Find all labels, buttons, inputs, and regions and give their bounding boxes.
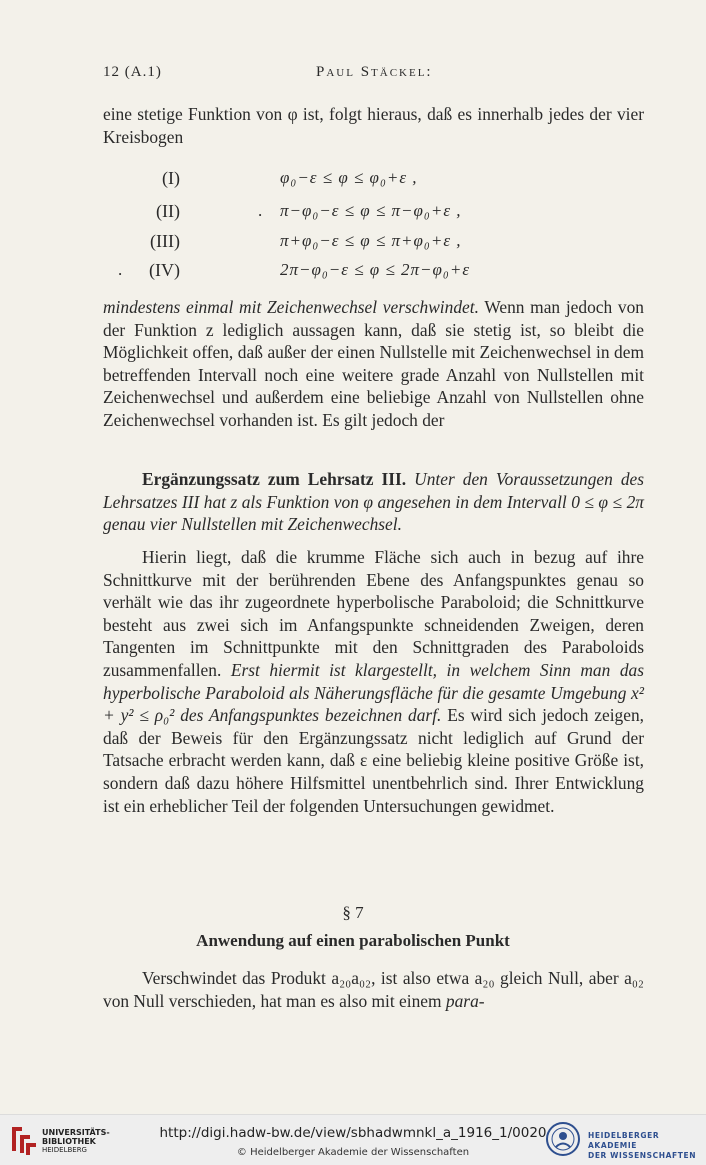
academy-seal-icon <box>545 1121 581 1157</box>
formula-row: . (II) π−φ₀−ε ≤ φ ≤ π−φ₀+ε , <box>156 201 462 221</box>
academy-name: HEIDELBERGER AKADEMIE DER WISSENSCHAFTEN <box>588 1131 697 1160</box>
formula-number: (III) <box>150 231 180 251</box>
paragraph-intro: eine stetige Funktion von φ ist, folgt hieraus, daß es innerhalb jedes der vier Kreisbogen <box>103 104 644 147</box>
section-number: § 7 <box>342 903 364 922</box>
formula-row <box>90 231 650 257</box>
formula-number: (I) <box>162 168 180 188</box>
paragraph-ergaenzungssatz <box>103 468 644 536</box>
section-title: Anwendung auf einen parabolischen Punkt <box>196 931 510 950</box>
formula-expression: π−φ₀−ε ≤ φ ≤ π−φ₀+ε , <box>280 201 462 220</box>
formula-row <box>90 168 650 194</box>
formula-row: . (IV) 2π−φ₀−ε ≤ φ ≤ 2π−φ₀+ε <box>118 260 471 280</box>
formula-number: (IV) <box>149 260 180 280</box>
formula-number: (II) <box>156 201 180 221</box>
paragraph-verschwindet: Verschwindet das Produkt a₂₀a₀₂, ist also etwa a₂₀ gleich Null, aber a₀₂ von Null verschieden, hat man es also mit einem para- <box>103 968 644 1011</box>
formula-expression: 2π−φ₀−ε ≤ φ ≤ 2π−φ₀+ε <box>280 260 471 279</box>
copyright-notice: © Heidelberger Akademie der Wissenschaften <box>236 1147 470 1158</box>
digitization-footer <box>0 1114 706 1165</box>
running-header-author: Paul Stäckel: <box>316 64 433 80</box>
theorem-statement: Unter den Voraussetzungen des Lehrsatzes III hat z als Funktion von φ angesehen in dem Intervall 0 ≤ φ ≤ 2π genau vier Nullstellen mit Zeichenwechsel. <box>103 469 644 535</box>
paragraph-zeichenwechsel: mindestens einmal mit Zeichenwechsel verschwindet. Wenn man jedoch von der Funktion z lediglich aussagen kann, daß sie stetig ist, so bleibt die Möglichkeit offen, daß außer der einen Nullstelle mit Zeichenwechsel in dem betreffenden Intervall noch eine weitere grade Anzahl von Nullstellen mit Zeichenwechsel und außerdem eine beliebige Anzahl von Nullstellen ohne Zeichenwechsel vorhanden ist. Es gilt jedoch der <box>103 297 644 430</box>
formula-expression: π+φ₀−ε ≤ φ ≤ π+φ₀+ε , <box>280 231 462 250</box>
paragraph-hierin: Hierin liegt, daß die krumme Fläche sich auch in bezug auf ihre Schnittkurve mit der berührenden Ebene des Anfangspunktes genau so verhält wie das ihr zugeordnete hyperbolische Paraboloid; die Schnittkurve besteht aus zwei sich im Anfangspunkte schneidenden Zweigen, deren Tangenten im Schnittpunkte mit den Schnittgraden des Paraboloids zusammenfallen. Erst hiermit ist klargestellt, in welchem Sinn man das hyperbolische Paraboloid als Näherungsfläche für die gesamte Umgebung x² + y² ≤ ρ₀² des Anfangspunktes bezeichnen darf. Es wird sich jedoch zeigen, daß der Beweis für den Ergänzungssatz nicht lediglich auf Grund der Tatsache erbracht werden kann, daß ε eine beliebig kleine positive Größe ist, sondern daß dazu höhere Hilfsmittel unentbehrlich sind. Ihrer Entwicklung ist ein erheblicher Teil der folgenden Untersuchungen gewidmet. <box>103 547 644 816</box>
formula-expression: φ₀−ε ≤ φ ≤ φ₀+ε , <box>280 168 418 187</box>
page-number: 12 (A.1) <box>103 64 162 80</box>
theorem-title: Ergänzungssatz zum Lehrsatz III. <box>142 469 407 489</box>
running-header <box>103 64 643 88</box>
italic-phrase: mindestens einmal mit Zeichenwechsel verschwindet. <box>103 297 479 317</box>
italic-phrase: Erst hiermit ist klargestellt, in welchem Sinn man das hyperbolische Paraboloid als Näherungsfläche für die gesamte Umgebung x² + y² ≤ ρ₀² des Anfangspunktes bezeichnen darf. <box>103 659 644 726</box>
university-library-name: UNIVERSITÄTS- BIBLIOTHEK HEIDELBERG <box>42 1128 110 1154</box>
source-url-link[interactable]: http://digi.hadw-bw.de/view/sbhadwmnkl_a_1916_1/0020 <box>159 1125 547 1141</box>
